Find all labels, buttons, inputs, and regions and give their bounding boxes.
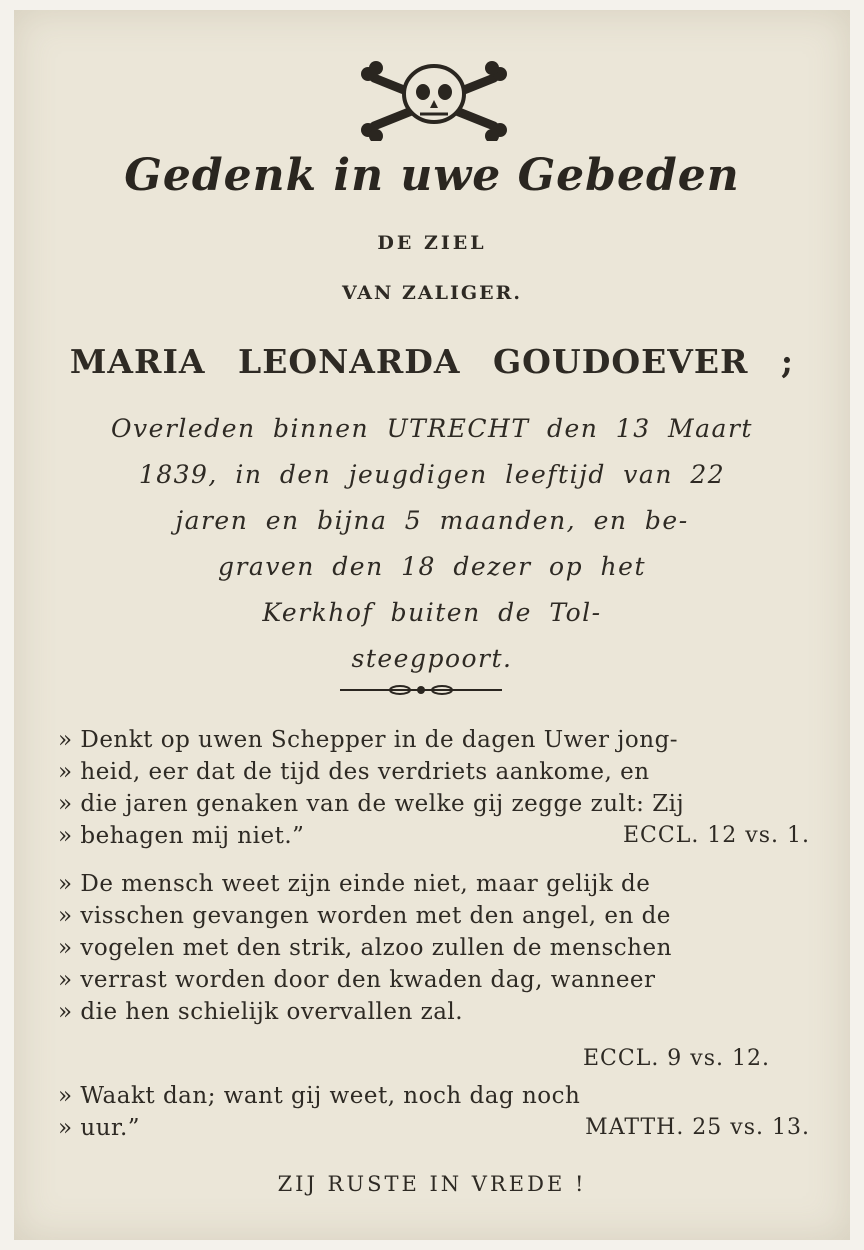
quote-ecclesiastes-9 (58, 868, 810, 1028)
skull-crossbones-icon (356, 56, 511, 141)
quote-matthew-25 (58, 1080, 810, 1144)
subheading-soul: DE ZIEL (377, 232, 487, 254)
deceased-name: MARIA LEONARDA GOUDOEVER ; (69, 342, 795, 381)
quote-line: » die hen schielijk overvallen zal. (58, 999, 464, 1025)
quote-line: » heid, eer dat de tijd des verdriets aankome, en (58, 759, 650, 785)
quote-line: » die jaren genaken van de welke gij zegge zult: Zij (58, 791, 685, 817)
quote-line: » visschen gevangen worden met den angel, en de (58, 903, 671, 929)
biography-line: Overleden binnen UTRECHT den 13 Maart (111, 414, 753, 443)
ornamental-divider (340, 682, 502, 698)
quote-line: » De mensch weet zijn einde niet, maar gelijk de (58, 871, 651, 897)
closing-line: ZIJ RUSTE IN VREDE ! (277, 1172, 587, 1196)
quote-reference: ECCL. 12 vs. 1. (622, 823, 810, 848)
biography-line: Kerkhof buiten de Tol- (262, 598, 602, 627)
quote-line: » verrast worden door den kwaden dag, wanneer (58, 967, 656, 993)
memorial-card (14, 10, 850, 1240)
biography-line: graven den 18 dezer op het (217, 552, 647, 581)
quote-line: » behagen mij niet.” (58, 823, 305, 849)
quote-line: » vogelen met den strik, alzoo zullen de menschen (58, 935, 672, 961)
biography-line: steegpoort. (351, 644, 513, 673)
biography-line: 1839, in den jeugdigen leeftijd van 22 (138, 460, 726, 489)
quote-reference: ECCL. 9 vs. 12. (582, 1046, 770, 1071)
quote-reference: MATTH. 25 vs. 13. (585, 1115, 810, 1140)
quote-line: » uur.” (58, 1115, 141, 1141)
biography-line: jaren en bijna 5 maanden, en be- (175, 506, 689, 535)
subheading-late: VAN ZALIGER. (342, 282, 522, 304)
heading: Gedenk in uwe Gebeden (124, 150, 740, 201)
biography (74, 406, 790, 682)
quote-line: » Waakt dan; want gij weet, noch dag noch (58, 1083, 581, 1109)
quote-ecclesiastes-12 (58, 724, 810, 852)
quote-line: » Denkt op uwen Schepper in de dagen Uwer jong- (58, 727, 679, 753)
